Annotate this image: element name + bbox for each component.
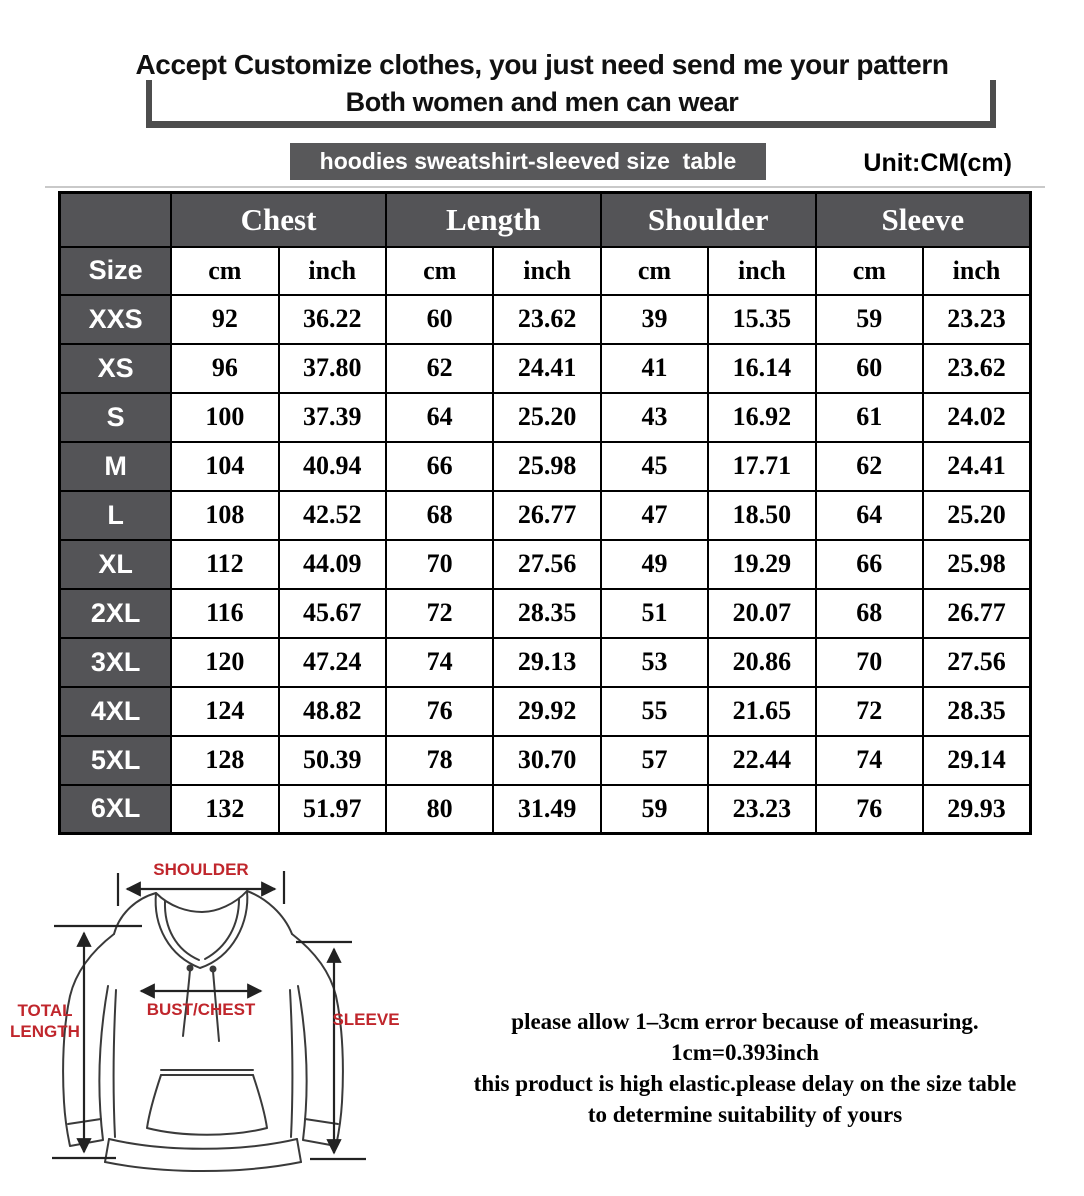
value-cell: 31.49 — [493, 785, 600, 834]
size-column-header: Size — [60, 247, 172, 295]
value-cell: 26.77 — [493, 491, 600, 540]
value-cell: 66 — [386, 442, 493, 491]
value-cell: 92 — [171, 295, 278, 344]
note-line: this product is high elastic.please delay on the size table — [473, 1071, 1017, 1096]
total-length-label-1: TOTAL — [17, 1001, 73, 1020]
value-cell: 37.39 — [279, 393, 386, 442]
value-cell: 37.80 — [279, 344, 386, 393]
table-row — [60, 687, 1031, 736]
value-cell: 59 — [601, 785, 708, 834]
value-cell: 60 — [816, 344, 923, 393]
value-cell: 30.70 — [493, 736, 600, 785]
size-label-cell: M — [60, 442, 172, 491]
value-cell: 23.62 — [493, 295, 600, 344]
value-cell: 70 — [816, 638, 923, 687]
value-cell: 17.71 — [708, 442, 815, 491]
value-cell: 62 — [816, 442, 923, 491]
table-row — [60, 295, 1031, 344]
value-cell: 78 — [386, 736, 493, 785]
size-table — [58, 191, 1032, 835]
note-line: to determine suitability of yours — [587, 1102, 903, 1127]
value-cell: 68 — [386, 491, 493, 540]
value-cell: 26.77 — [923, 589, 1031, 638]
value-cell: 25.20 — [493, 393, 600, 442]
value-cell: 23.62 — [923, 344, 1031, 393]
size-label-cell: 3XL — [60, 638, 172, 687]
value-cell: 43 — [601, 393, 708, 442]
value-cell: 48.82 — [279, 687, 386, 736]
table-row — [60, 442, 1031, 491]
value-cell: 51 — [601, 589, 708, 638]
value-cell: 44.09 — [279, 540, 386, 589]
value-cell: 47 — [601, 491, 708, 540]
table-row — [60, 491, 1031, 540]
value-cell: 24.41 — [923, 442, 1031, 491]
value-cell: 28.35 — [923, 687, 1031, 736]
table-row — [60, 785, 1031, 834]
value-cell: 28.35 — [493, 589, 600, 638]
value-cell: 40.94 — [279, 442, 386, 491]
size-label-cell: XS — [60, 344, 172, 393]
value-cell: 42.52 — [279, 491, 386, 540]
unit-header: cm — [386, 247, 493, 295]
value-cell: 27.56 — [493, 540, 600, 589]
value-cell: 16.92 — [708, 393, 815, 442]
value-cell: 59 — [816, 295, 923, 344]
value-cell: 70 — [386, 540, 493, 589]
value-cell: 45.67 — [279, 589, 386, 638]
unit-label: Unit:CM(cm) — [863, 149, 1012, 177]
table-row — [60, 393, 1031, 442]
value-cell: 76 — [386, 687, 493, 736]
measuring-notes — [420, 1006, 1070, 1130]
unit-header: cm — [601, 247, 708, 295]
value-cell: 39 — [601, 295, 708, 344]
table-unit-header-row — [60, 247, 1031, 295]
value-cell: 25.20 — [923, 491, 1031, 540]
size-label-cell: XL — [60, 540, 172, 589]
value-cell: 45 — [601, 442, 708, 491]
group-header-chest: Chest — [171, 193, 386, 247]
headline-line-1: Accept Customize clothes, you just need send me your pattern — [135, 49, 949, 80]
value-cell: 74 — [386, 638, 493, 687]
value-cell: 100 — [171, 393, 278, 442]
value-cell: 74 — [816, 736, 923, 785]
size-label-cell: L — [60, 491, 172, 540]
value-cell: 60 — [386, 295, 493, 344]
size-label-cell: S — [60, 393, 172, 442]
value-cell: 64 — [816, 491, 923, 540]
value-cell: 18.50 — [708, 491, 815, 540]
value-cell: 25.98 — [493, 442, 600, 491]
value-cell: 64 — [386, 393, 493, 442]
sleeve-label: SLEEVE — [332, 1010, 400, 1029]
table-row — [60, 589, 1031, 638]
hoodie-sketch — [63, 891, 343, 1171]
value-cell: 22.44 — [708, 736, 815, 785]
value-cell: 24.41 — [493, 344, 600, 393]
value-cell: 36.22 — [279, 295, 386, 344]
value-cell: 24.02 — [923, 393, 1031, 442]
table-row — [60, 638, 1031, 687]
table-group-header-row — [60, 193, 1031, 247]
value-cell: 20.86 — [708, 638, 815, 687]
value-cell: 49 — [601, 540, 708, 589]
value-cell: 104 — [171, 442, 278, 491]
unit-header: cm — [171, 247, 278, 295]
note-line: please allow 1–3cm error because of measuring. — [511, 1009, 979, 1034]
unit-header: inch — [923, 247, 1031, 295]
value-cell: 23.23 — [923, 295, 1031, 344]
group-header-shoulder: Shoulder — [601, 193, 816, 247]
value-cell: 68 — [816, 589, 923, 638]
value-cell: 72 — [816, 687, 923, 736]
separator-line — [45, 186, 1045, 188]
value-cell: 76 — [816, 785, 923, 834]
value-cell: 29.93 — [923, 785, 1031, 834]
value-cell: 120 — [171, 638, 278, 687]
value-cell: 132 — [171, 785, 278, 834]
headline-line-2: Both women and men can wear — [345, 87, 739, 117]
group-header-sleeve: Sleeve — [816, 193, 1031, 247]
size-label-cell: 5XL — [60, 736, 172, 785]
note-line: 1cm=0.393inch — [671, 1040, 819, 1065]
value-cell: 51.97 — [279, 785, 386, 834]
value-cell: 96 — [171, 344, 278, 393]
value-cell: 80 — [386, 785, 493, 834]
value-cell: 57 — [601, 736, 708, 785]
total-length-label-2: LENGTH — [10, 1022, 80, 1041]
value-cell: 47.24 — [279, 638, 386, 687]
table-row — [60, 540, 1031, 589]
unit-header: inch — [279, 247, 386, 295]
value-cell: 128 — [171, 736, 278, 785]
size-table-body — [60, 295, 1031, 834]
bust-chest-label: BUST/CHEST — [146, 1000, 256, 1019]
table-row — [60, 736, 1031, 785]
table-row — [60, 344, 1031, 393]
unit-header: inch — [708, 247, 815, 295]
value-cell: 23.23 — [708, 785, 815, 834]
value-cell: 16.14 — [708, 344, 815, 393]
value-cell: 29.13 — [493, 638, 600, 687]
value-cell: 66 — [816, 540, 923, 589]
value-cell: 25.98 — [923, 540, 1031, 589]
value-cell: 29.14 — [923, 736, 1031, 785]
shoulder-label: SHOULDER — [153, 860, 249, 879]
corner-cell — [60, 193, 172, 247]
value-cell: 29.92 — [493, 687, 600, 736]
value-cell: 112 — [171, 540, 278, 589]
hoodie-measurement-diagram — [4, 856, 434, 1196]
group-header-length: Length — [386, 193, 601, 247]
value-cell: 62 — [386, 344, 493, 393]
value-cell: 108 — [171, 491, 278, 540]
size-label-cell: 4XL — [60, 687, 172, 736]
value-cell: 50.39 — [279, 736, 386, 785]
headline — [60, 46, 1024, 120]
value-cell: 19.29 — [708, 540, 815, 589]
unit-header: inch — [493, 247, 600, 295]
size-label-cell: 6XL — [60, 785, 172, 834]
size-label-cell: 2XL — [60, 589, 172, 638]
value-cell: 20.07 — [708, 589, 815, 638]
value-cell: 55 — [601, 687, 708, 736]
value-cell: 41 — [601, 344, 708, 393]
table-title-banner: hoodies sweatshirt-sleeved size table — [290, 143, 766, 180]
unit-header: cm — [816, 247, 923, 295]
value-cell: 27.56 — [923, 638, 1031, 687]
value-cell: 124 — [171, 687, 278, 736]
value-cell: 15.35 — [708, 295, 815, 344]
value-cell: 72 — [386, 589, 493, 638]
value-cell: 53 — [601, 638, 708, 687]
value-cell: 21.65 — [708, 687, 815, 736]
value-cell: 61 — [816, 393, 923, 442]
size-label-cell: XXS — [60, 295, 172, 344]
value-cell: 116 — [171, 589, 278, 638]
